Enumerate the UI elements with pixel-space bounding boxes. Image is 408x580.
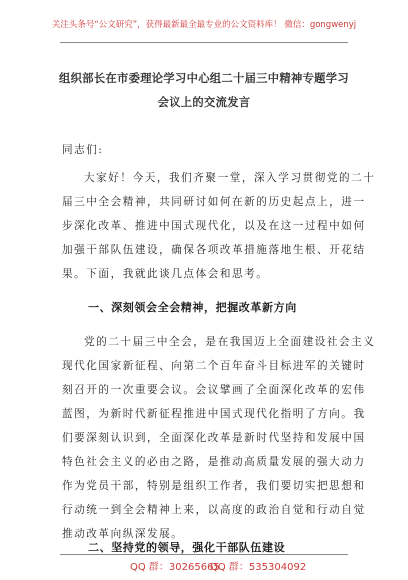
section-heading-2: 二、坚持党的领导，强化干部队伍建设	[88, 541, 286, 554]
footer-qq-group-left: QQ 群：30265665	[130, 562, 220, 573]
paragraph-line: 推动改革向纵深发展。	[62, 528, 184, 540]
paragraph-line: 步深化改革、推进中国式现代化，以及在这一过程中如何	[62, 220, 366, 232]
section-heading-1: 一、深刻领会全会精神，把握改革新方向	[88, 301, 297, 314]
header-divider	[60, 42, 348, 43]
paragraph-line: 们要深刻认识到，全面深化改革是新时代坚持和发展中国	[62, 432, 366, 444]
paragraph-line: 加强干部队伍建设，确保各项改革措施落地生根、开花结	[62, 244, 366, 256]
paragraph-line: 蓝图，为新时代新征程推进中国式现代化指明了方向。我	[62, 408, 366, 420]
paragraph-line: 行动统一到全会精神上来，以高度的政治自觉和行动自觉	[62, 504, 366, 516]
footer-qq-group-right: QQ 群：535304092	[210, 562, 307, 573]
document-title-line-2: 会议上的交流发言	[157, 95, 251, 109]
salutation: 同志们:	[62, 144, 104, 156]
paragraph-line: 特色社会主义的必由之路，是推动高质量发展的强大动力	[62, 456, 366, 468]
paragraph-line: 果。下面，我就此谈几点体会和思考。	[62, 268, 269, 280]
paragraph-line: 刻召开的一次重要会议。会议擘画了全面深化改革的宏伟	[62, 384, 366, 396]
paragraph-line: 现代化国家新征程、向第二个百年奋斗目标进军的关键时	[62, 360, 366, 372]
paragraph-line: 党的二十届三中全会，是在我国迈上全面建设社会主义	[84, 336, 376, 348]
paragraph-line: 届三中全会精神，共同研讨如何在新的历史起点上，进一	[62, 196, 366, 208]
document-title-line-1: 组织部长在市委理论学习中心组二十届三中精神专题学习	[59, 71, 349, 85]
paragraph-line: 大家好！今天，我们齐聚一堂，深入学习贯彻党的二十	[84, 172, 376, 184]
header-promo-note: 关注头条号“公文研究”，获得最新最全最专业的公文资料库！ 微信：gongwenyj	[51, 20, 357, 30]
paragraph-line: 作为党员干部，特别是组织工作者，我们要切实把思想和	[62, 480, 366, 492]
